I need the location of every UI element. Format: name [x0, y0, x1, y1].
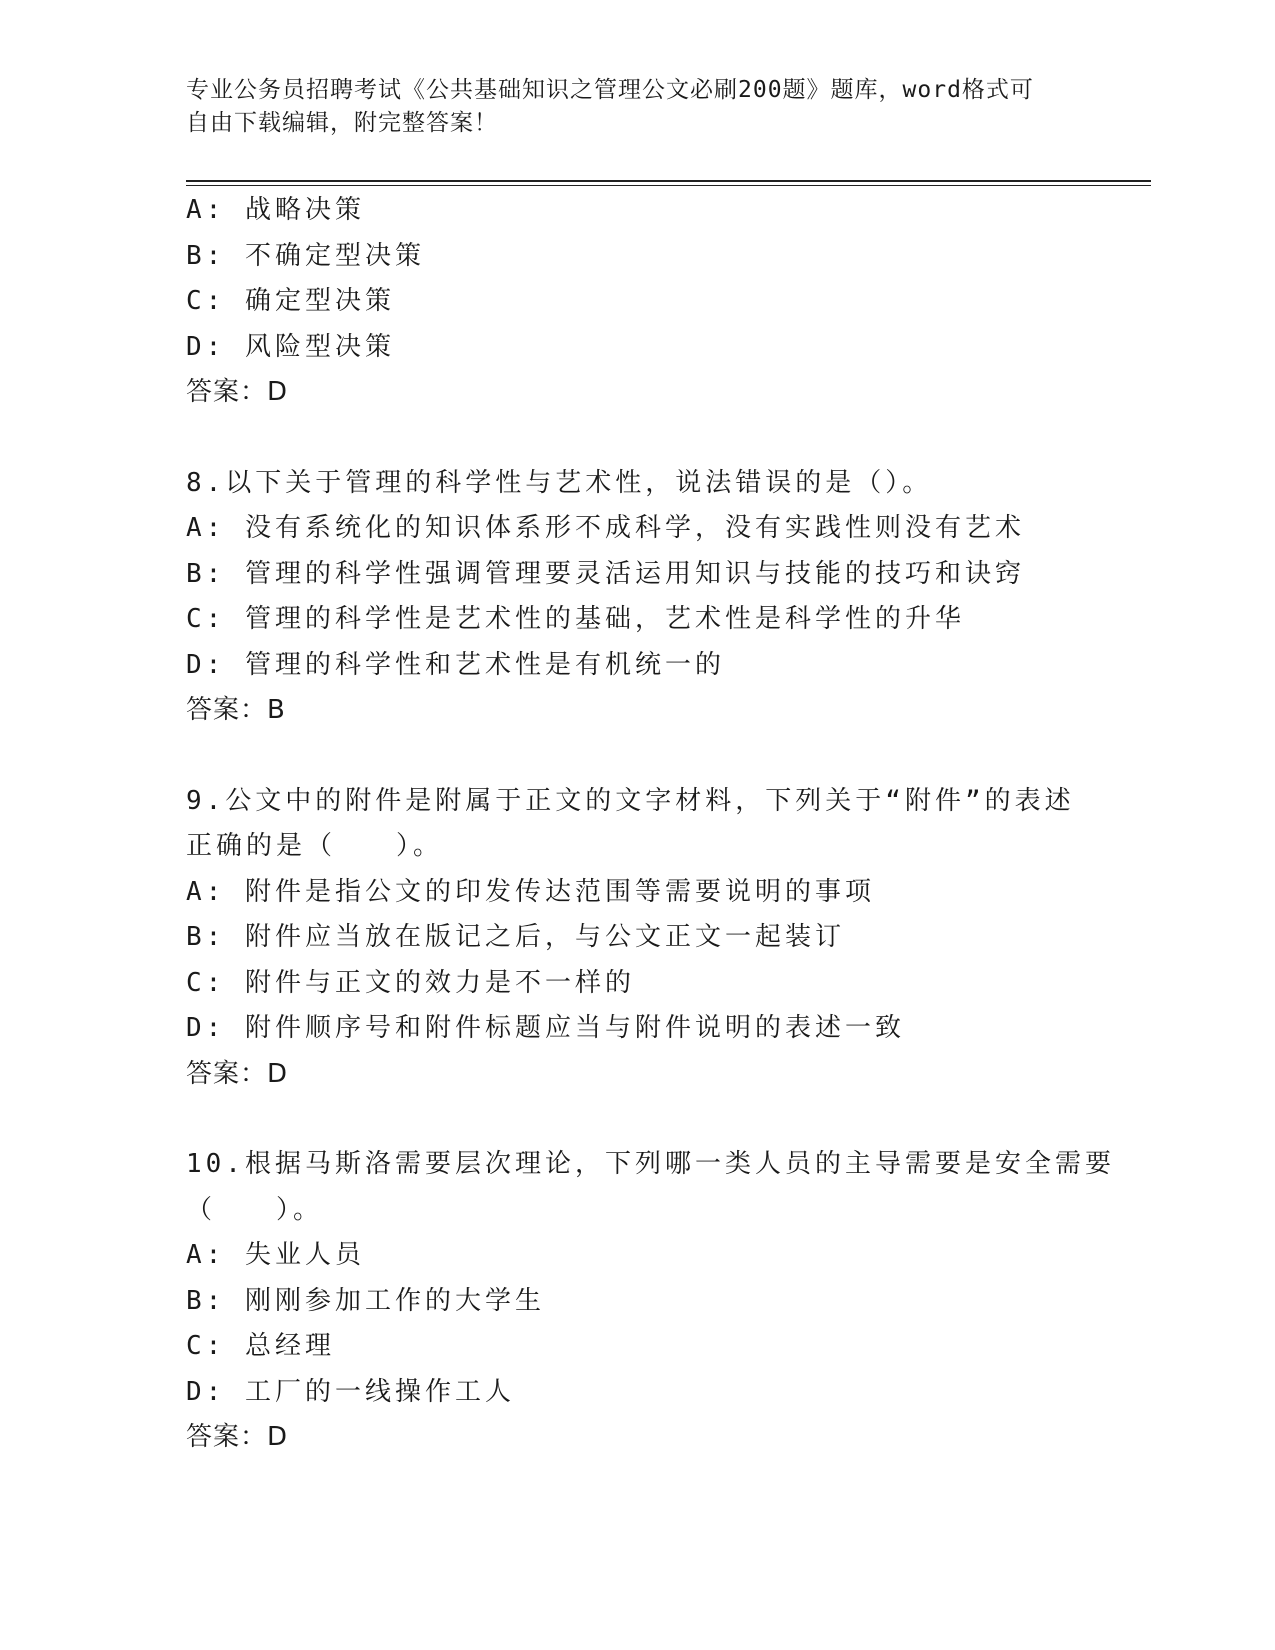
header-line-1: 专业公务员招聘考试《公共基础知识之管理公文必刷200题》题库，word格式可: [186, 77, 1034, 103]
option-d: D: 管理的科学性和艺术性是有机统一的: [186, 649, 725, 680]
option-b: B: 刚刚参加工作的大学生: [186, 1285, 545, 1316]
question-block-9: [186, 779, 1146, 1098]
answer-line: 答案：D: [186, 377, 289, 407]
option-c: C: 管理的科学性是艺术性的基础，艺术性是科学性的升华: [186, 604, 965, 634]
option-c: C: 确定型决策: [186, 286, 395, 316]
document-header: [186, 74, 1066, 140]
question-block-8: [186, 461, 1146, 734]
question-text-line-1: 10.根据马斯洛需要层次理论，下列哪一类人员的主导需要是安全需要: [186, 1149, 1115, 1179]
option-b: B: 附件应当放在版记之后，与公文正文一起装订: [186, 922, 845, 952]
option-c: C: 附件与正文的效力是不一样的: [186, 967, 635, 998]
option-b: B: 管理的科学性强调管理要灵活运用知识与技能的技巧和诀窍: [186, 558, 1025, 589]
option-d: D: 附件顺序号和附件标题应当与附件说明的表述一致: [186, 1013, 905, 1043]
header-line-2: 自由下载编辑，附完整答案！: [186, 110, 498, 136]
option-d: D: 风险型决策: [186, 331, 395, 362]
question-block-7: [186, 188, 1146, 416]
answer-line: 答案：D: [186, 1422, 289, 1452]
answer-line: 答案：D: [186, 1058, 289, 1089]
option-d: D: 工厂的一线操作工人: [186, 1376, 515, 1407]
header-divider-thick: [186, 180, 1151, 182]
option-a: A: 附件是指公文的印发传达范围等需要说明的事项: [186, 876, 875, 907]
question-block-10: [186, 1142, 1146, 1461]
answer-line: 答案：B: [186, 695, 286, 725]
option-b: B: 不确定型决策: [186, 240, 425, 271]
question-text-line-2: （ ）。: [186, 1194, 324, 1225]
header-divider-thin: [186, 185, 1151, 186]
question-text: 8.以下关于管理的科学性与艺术性，说法错误的是（）。: [186, 467, 933, 498]
option-a: A: 失业人员: [186, 1240, 365, 1270]
option-a: A: 战略决策: [186, 195, 365, 225]
option-a: A: 没有系统化的知识体系形不成科学，没有实践性则没有艺术: [186, 513, 1025, 543]
question-text-line-2: 正确的是（ ）。: [186, 831, 444, 861]
question-list: [186, 188, 1146, 1461]
question-text-line-1: 9.公文中的附件是附属于正文的文字材料，下列关于“附件”的表述: [186, 785, 1075, 816]
option-c: C: 总经理: [186, 1331, 335, 1361]
